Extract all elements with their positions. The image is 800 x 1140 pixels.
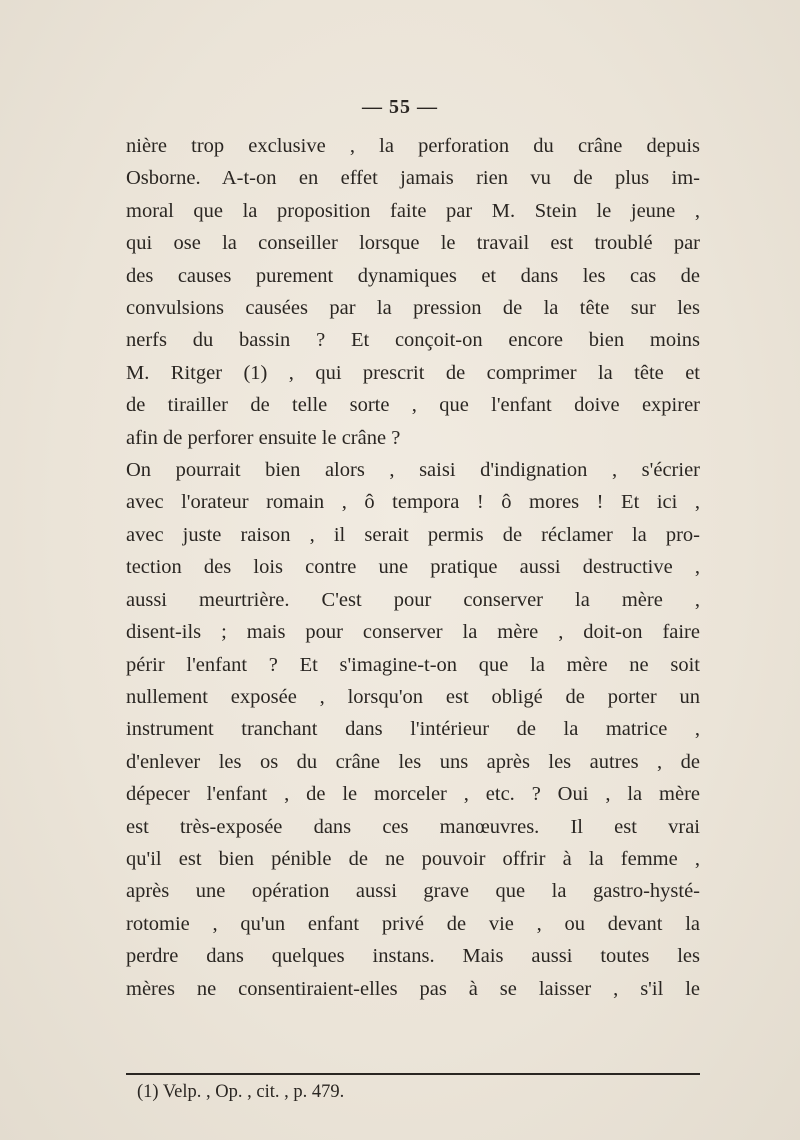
text-line-26: perdre dans quelques instans. Mais aussi toutes les: [126, 945, 700, 968]
footnote-divider: [126, 1073, 700, 1075]
text-line-17: périr l'enfant ? Et s'imagine-t-on que la mère ne soit: [126, 653, 700, 676]
text-line-19: instrument tranchant dans l'intérieur de la matrice ,: [126, 718, 700, 741]
text-line-1: nière trop exclusive , la perforation du crâne depuis: [126, 135, 700, 157]
body-text: [126, 130, 700, 1005]
text-line-22: est très-exposée dans ces manœuvres. Il est vrai: [126, 815, 700, 838]
text-line-5: des causes purement dynamiques et dans les cas de: [126, 264, 700, 287]
text-line-12: avec l'orateur romain , ô tempora ! ô mores ! Et ici ,: [126, 491, 700, 514]
text-line-27: mères ne consentiraient-elles pas à se laisser , s'il le: [126, 977, 700, 1000]
text-line-15: aussi meurtrière. C'est pour conserver la mère ,: [126, 588, 700, 611]
text-line-14: tection des lois contre une pratique aussi destructive ,: [126, 556, 700, 579]
text-line-10: afin de perforer ensuite le crâne ?: [126, 426, 401, 449]
text-line-16: disent-ils ; mais pour conserver la mère , doit-on faire: [126, 621, 700, 644]
text-line-11: On pourrait bien alors , saisi d'indignation , s'écrier: [126, 459, 700, 482]
text-line-21: dépecer l'enfant , de le morceler , etc. ? Oui , la mère: [126, 783, 700, 806]
text-line-25: rotomie , qu'un enfant privé de vie , ou devant la: [126, 912, 700, 935]
text-line-7: nerfs du bassin ? Et conçoit-on encore bien moins: [126, 329, 700, 352]
text-line-23: qu'il est bien pénible de ne pouvoir offrir à la femme ,: [126, 847, 700, 870]
text-line-20: d'enlever les os du crâne les uns après les autres , de: [126, 750, 700, 773]
text-line-3: moral que la proposition faite par M. Stein le jeune ,: [126, 199, 700, 222]
page-number: — 55 —: [362, 96, 438, 118]
footnote: (1) Velp. , Op. , cit. , p. 479.: [137, 1082, 345, 1102]
text-line-24: après une opération aussi grave que la gastro-hysté-: [126, 880, 700, 903]
text-line-9: de tirailler de telle sorte , que l'enfant doive expirer: [126, 394, 700, 417]
text-line-18: nullement exposée , lorsqu'on est obligé de porter un: [126, 685, 700, 708]
text-line-13: avec juste raison , il serait permis de réclamer la pro-: [126, 523, 700, 546]
text-line-2: Osborne. A-t-on en effet jamais rien vu de plus im-: [126, 167, 700, 190]
text-line-6: convulsions causées par la pression de la tête sur les: [126, 297, 700, 320]
text-line-4: qui ose la conseiller lorsque le travail est troublé par: [126, 232, 700, 255]
text-line-8: M. Ritger (1) , qui prescrit de comprimer la tête et: [126, 361, 700, 384]
